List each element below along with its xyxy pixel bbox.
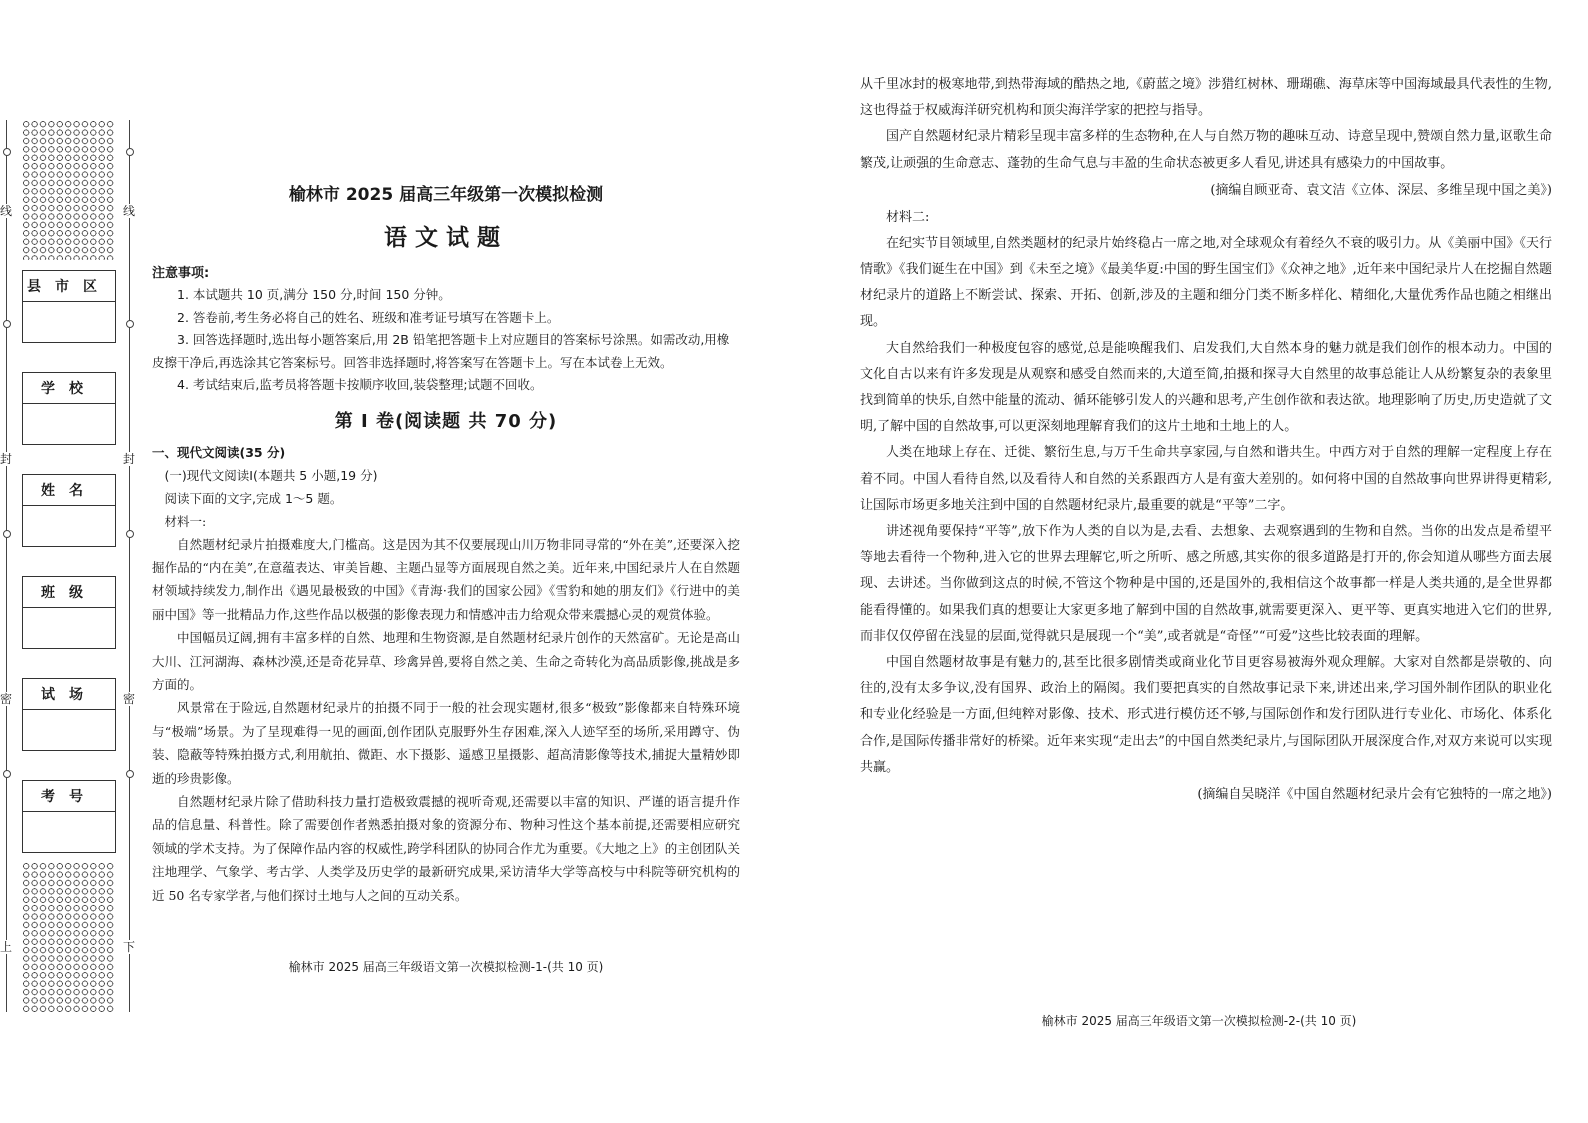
seal-mark-seal: 封: [123, 452, 136, 466]
sub-section-heading: (一)现代文阅读Ⅰ(本题共 5 小题,19 分): [164, 467, 378, 483]
dot-pattern-top: [22, 120, 114, 260]
paragraph: 风景常在于险远,自然题材纪录片的拍摄不同于一般的社会现实题材,很多“极致”影像都来自特殊环境与“极端”场景。为了呈现难得一见的画面,创作团队克服野外生存困难,深入人迹罕至的场所,采用蹲守、伪装、隐蔽等特殊拍摄方式,利用航拍、微距、水下摄影、遥感卫星摄影、超高清影像等技术,捕捉大量精妙即逝的珍贵影像。: [152, 700, 740, 786]
binding-hole: [3, 530, 11, 538]
seal-mark-line: 线: [0, 204, 13, 218]
right-content: [860, 72, 1552, 808]
notes-heading: 注意事项:: [152, 266, 210, 281]
seal-mark-seal: 封: [0, 452, 13, 466]
field-name-label: 姓名: [23, 475, 115, 506]
binding-margin: [0, 120, 140, 1020]
seal-mark-secret: 密: [123, 692, 136, 706]
field-school[interactable]: [22, 372, 116, 445]
field-exam-number[interactable]: [22, 780, 116, 853]
field-school-label: 学校: [23, 373, 115, 404]
page-footer-right: 榆林市 2025 届高三年级语文第一次模拟检测-2-(共 10 页): [1041, 1014, 1357, 1028]
seal-mark-secret: 密: [0, 692, 13, 706]
seal-mark-up: 上: [0, 940, 13, 954]
left-content: [152, 180, 740, 907]
source-citation-one: (摘编自顾亚奇、袁文洁《立体、深层、多维呈现中国之美》): [1210, 182, 1552, 198]
seal-mark-line: 线: [123, 204, 136, 218]
source-citation-two: (摘编自吴晓洋《中国自然题材纪录片会有它独特的一席之地》): [1197, 787, 1552, 803]
field-class[interactable]: [22, 576, 116, 649]
binding-line-left: [6, 120, 7, 1012]
note-item: 1. 本试题共 10 页,满分 150 分,时间 150 分钟。: [177, 287, 451, 302]
paragraph-continuation: 从千里冰封的极寒地带,到热带海域的酷热之地,《蔚蓝之境》涉猎红树林、珊瑚礁、海草床等中国海域最具代表性的生物,这也得益于权威海洋研究机构和顶尖海洋学家的把控与指导。: [860, 77, 1552, 119]
binding-hole: [3, 320, 11, 328]
binding-hole: [3, 148, 11, 156]
instruction: 阅读下面的文字,完成 1～5 题。: [164, 490, 343, 506]
paragraph: 自然题材纪录片拍摄难度大,门槛高。这是因为其不仅要展现山川万物非同寻常的“外在美”,还要深入挖掘作品的“内在美”,在意蕴表达、审美旨趣、主题凸显等方面展现自然之美。近年来,中国纪录片人在自然题材领域持续发力,制作出《遇见最极致的中国》《青海·我们的国家公园》《雪豹和她的朋友们》《行进中的美丽中国》等一批精品力作,这些作品以极强的影像表现力和情感冲击力给观众带来震撼心灵的观赏体验。: [152, 536, 740, 622]
note-item: 2. 答卷前,考生务必将自己的姓名、班级和准考证号填写在答题卡上。: [177, 309, 560, 325]
dot-pattern-bottom: [22, 862, 114, 1012]
page-footer-left: 榆林市 2025 届高三年级语文第一次模拟检测-1-(共 10 页): [288, 960, 604, 974]
field-county-label: 县市区: [23, 271, 115, 302]
note-item: 3. 回答选择题时,选出每小题答案后,用 2B 铅笔把答题卡上对应题目的答案标号涂黑。如需改动,用橡皮擦干净后,再选涂其它答案标号。回答非选择题时,将答案写在答题卡上。写在本试卷上无效。: [152, 332, 730, 370]
paragraph: 自然题材纪录片除了借助科技力量打造极致震撼的视听奇观,还需要以丰富的知识、严谨的语言提升作品的信息量、科普性。除了需要创作者熟悉拍摄对象的资源分布、物种习性这个基本前提,还需要相应研究领域的学术支持。为了保障作品内容的权威性,跨学科团队的协同合作尤为重要。《大地之上》的主创团队关注地理学、气象学、考古学、人类学及历史学的最新研究成果,采访清华大学等高校与中科院等研究机构的近 50 名专家学者,与他们探讨土地与人之间的互动关系。: [152, 793, 740, 903]
section-heading: 一、现代文阅读(35 分): [152, 444, 286, 460]
paragraph: 人类在地球上存在、迁徙、繁衍生息,与万千生命共享家园,与自然和谐共生。中西方对于自然的理解一定程度上存在着不同。中国人看待自然,以及看待人和自然的关系跟西方人是有蛮大差别的。如何将中国的自然故事向世界讲得更精彩,让国际市场更多地关注到中国的自然题材纪录片,最重要的就是“平等”二字。: [860, 445, 1552, 513]
field-class-label: 班级: [23, 577, 115, 608]
field-exam-number-label: 考号: [23, 781, 115, 812]
binding-line-right: [129, 120, 130, 1012]
seal-mark-down: 下: [123, 940, 136, 954]
field-county[interactable]: [22, 270, 116, 343]
material-one-label: 材料一:: [164, 513, 207, 529]
field-name[interactable]: [22, 474, 116, 547]
exam-title: 榆林市 2025 届高三年级第一次模拟检测: [288, 185, 604, 205]
binding-hole: [126, 770, 134, 778]
exam-subject: 语文试题: [384, 225, 508, 251]
right-page: [794, 0, 1588, 1123]
paragraph: 在纪实节目领域里,自然类题材的纪录片始终稳占一席之地,对全球观众有着经久不衰的吸引力。从《美丽中国》《天行情歌》《我们诞生在中国》到《未至之境》《最美华夏:中国的野生国宝们》《众神之地》,近年来中国纪录片人在挖掘自然题材纪录片的道路上不断尝试、探索、开拓、创新,涉及的主题和细分门类不断多样化、精细化,大量优秀作品也随之相继出现。: [860, 235, 1552, 330]
material-two-label: 材料二:: [886, 209, 930, 225]
paragraph: 中国幅员辽阔,拥有丰富多样的自然、地理和生物资源,是自然题材纪录片创作的天然富矿。无论是高山大川、江河湖海、森林沙漠,还是奇花异草、珍禽异兽,要将自然之美、生命之奇转化为高品质影像,挑战是多方面的。: [152, 630, 740, 692]
field-exam-room[interactable]: [22, 678, 116, 751]
field-exam-room-label: 试场: [23, 679, 115, 710]
paragraph: 中国自然题材故事是有魅力的,甚至比很多剧情类或商业化节目更容易被海外观众理解。大家对自然都是崇敬的、向往的,没有太多争议,没有国界、政治上的隔阂。我们要把真实的自然故事记录下来,讲述出来,学习国外制作团队的职业化和专业化经验是一方面,但纯粹对影像、技术、形式进行模仿还不够,与国际创作和发行团队进行专业化、市场化、体系化合作,是国际传播非常好的桥梁。近年来实现“走出去”的中国自然类纪录片,与国际团队开展深度合作,对双方来说可以实现共赢。: [860, 655, 1552, 775]
part-title: 第 Ⅰ 卷(阅读题 共 70 分): [334, 410, 558, 432]
paragraph: 讲述视角要保持“平等”,放下作为人类的自以为是,去看、去想象、去观察遇到的生物和自然。当你的出发点是希望平等地去看待一个物种,进入它的世界去理解它,听之所听、感之所感,其实你的很多道路是打开的,你会知道从哪些方面去展现、去讲述。当你做到这点的时候,不管这个物种是中国的,还是国外的,我相信这个故事都一样是人类共通的,是全世界都能看得懂的。如果我们真的想要让大家更多地了解到中国的自然故事,就需要更深入、更平等、更真实地进入它们的世界,而非仅仅停留在浅显的层面,觉得就只是展现一个“美”,或者就是“奇怪”“可爱”这些比较表面的理解。: [860, 524, 1552, 644]
paragraph: 大自然给我们一种极度包容的感觉,总是能唤醒我们、启发我们,大自然本身的魅力就是我们创作的根本动力。中国的文化自古以来有许多发现是从观察和感受自然而来的,大道至简,拍摄和探寻大自然里的故事总能让人从纷繁复杂的表象里找到简单的快乐,自然中能量的流动、循环能够引发人的兴趣和思考,产生创作欲和表达欲。地理影响了历史,历史造就了文明,了解中国的自然故事,可以更深刻地理解育我们的这片土地和土地上的人。: [860, 340, 1552, 435]
paragraph: 国产自然题材纪录片精彩呈现丰富多样的生态物种,在人与自然万物的趣味互动、诗意呈现中,赞颂自然力量,讴歌生命繁茂,让顽强的生命意志、蓬勃的生命气息与丰盈的生命状态被更多人看见,讲述具有感染力的中国故事。: [860, 129, 1552, 171]
binding-hole: [3, 770, 11, 778]
note-item: 4. 考试结束后,监考员将答题卡按顺序收回,装袋整理;试题不回收。: [177, 377, 543, 392]
binding-hole: [126, 530, 134, 538]
binding-hole: [126, 320, 134, 328]
binding-hole: [126, 148, 134, 156]
